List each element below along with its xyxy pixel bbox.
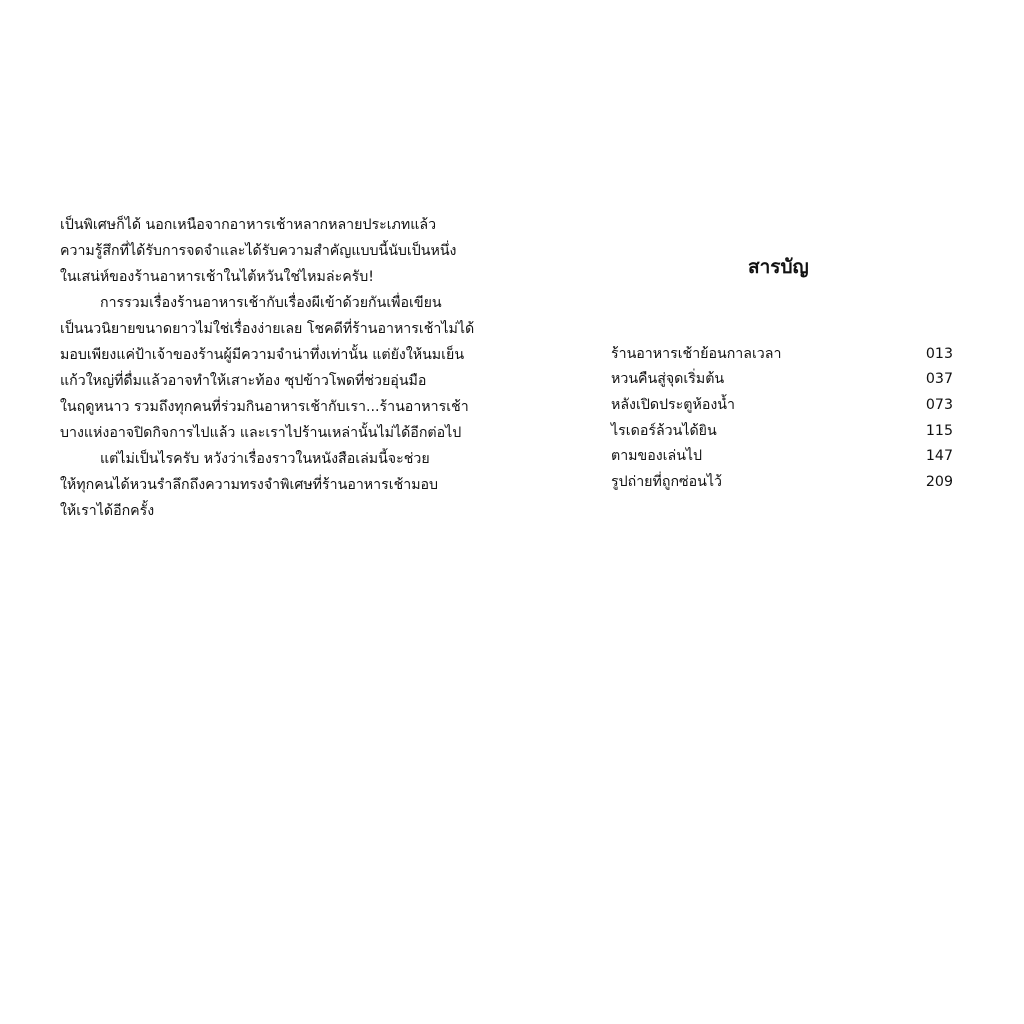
- right-page: [512, 0, 1024, 1024]
- toc-entry-page: 147: [925, 448, 953, 465]
- toc-entry[interactable]: [611, 469, 953, 495]
- toc-entry-title: ตามของเล่นไป: [611, 448, 703, 465]
- toc-entry-title: ร้านอาหารเช้าย้อนกาลเวลา: [611, 345, 782, 362]
- toc-entry[interactable]: [611, 341, 953, 367]
- toc-entry-page: 073: [925, 396, 953, 413]
- preface-line: การรวมเรื่องร้านอาหารเช้ากับเรื่องผีเข้าด้วยกันเพื่อเขียน: [100, 295, 442, 311]
- preface-line: ในฤดูหนาว รวมถึงทุกคนที่ร่วมกินอาหารเช้ากับเรา...ร้านอาหารเช้า: [60, 399, 469, 415]
- preface-line: ในเสน่ห์ของร้านอาหารเช้าในไต้หวันใช่ไหมล่ะครับ!: [60, 269, 374, 285]
- toc-entry-title: รูปถ่ายที่ถูกซ่อนไว้: [611, 473, 722, 490]
- preface-line: แก้วใหญ่ที่ดื่มแล้วอาจทำให้เสาะท้อง ซุปข้าวโพดที่ช่วยอุ่นมือ: [60, 373, 427, 389]
- toc-entry-title: ไรเดอร์ล้วนได้ยิน: [611, 422, 717, 439]
- toc-entry-page: 209: [925, 473, 953, 490]
- preface-line: ความรู้สึกที่ได้รับการจดจำและได้รับความสำคัญแบบนี้นับเป็นหนึ่ง: [60, 243, 457, 259]
- toc-entry[interactable]: [611, 367, 953, 393]
- preface-text: [60, 212, 475, 524]
- toc-title: สารบัญ: [748, 256, 809, 278]
- table-of-contents: [611, 341, 953, 495]
- toc-entry[interactable]: [611, 418, 953, 444]
- toc-entry[interactable]: [611, 443, 953, 469]
- preface-line: เป็นพิเศษก็ได้ นอกเหนือจากอาหารเช้าหลากหลายประเภทแล้ว: [60, 217, 437, 233]
- preface-line: ให้เราได้อีกครั้ง: [60, 503, 155, 519]
- toc-entry-title: หลังเปิดประตูห้องน้ำ: [611, 396, 735, 413]
- preface-line: เป็นนวนิยายขนาดยาวไม่ใช่เรื่องง่ายเลย โชคดีที่ร้านอาหารเช้าไม่ได้: [60, 321, 475, 337]
- preface-line: บางแห่งอาจปิดกิจการไปแล้ว และเราไปร้านเหล่านั้นไม่ได้อีกต่อไป: [60, 425, 462, 441]
- toc-entry[interactable]: [611, 392, 953, 418]
- preface-line: ให้ทุกคนได้หวนรำลึกถึงความทรงจำพิเศษที่ร้านอาหารเช้ามอบ: [60, 477, 439, 493]
- preface-line: มอบเพียงแค่ป้าเจ้าของร้านผู้มีความจำน่าทึ่งเท่านั้น แต่ยังให้นมเย็น: [60, 347, 465, 363]
- toc-entry-page: 013: [925, 345, 953, 362]
- toc-entry-page: 115: [925, 422, 953, 439]
- toc-entry-page: 037: [925, 371, 953, 388]
- toc-entry-title: หวนคืนสู่จุดเริ่มต้น: [611, 371, 725, 388]
- preface-line: แต่ไม่เป็นไรครับ หวังว่าเรื่องราวในหนังสือเล่มนี้จะช่วย: [100, 451, 430, 467]
